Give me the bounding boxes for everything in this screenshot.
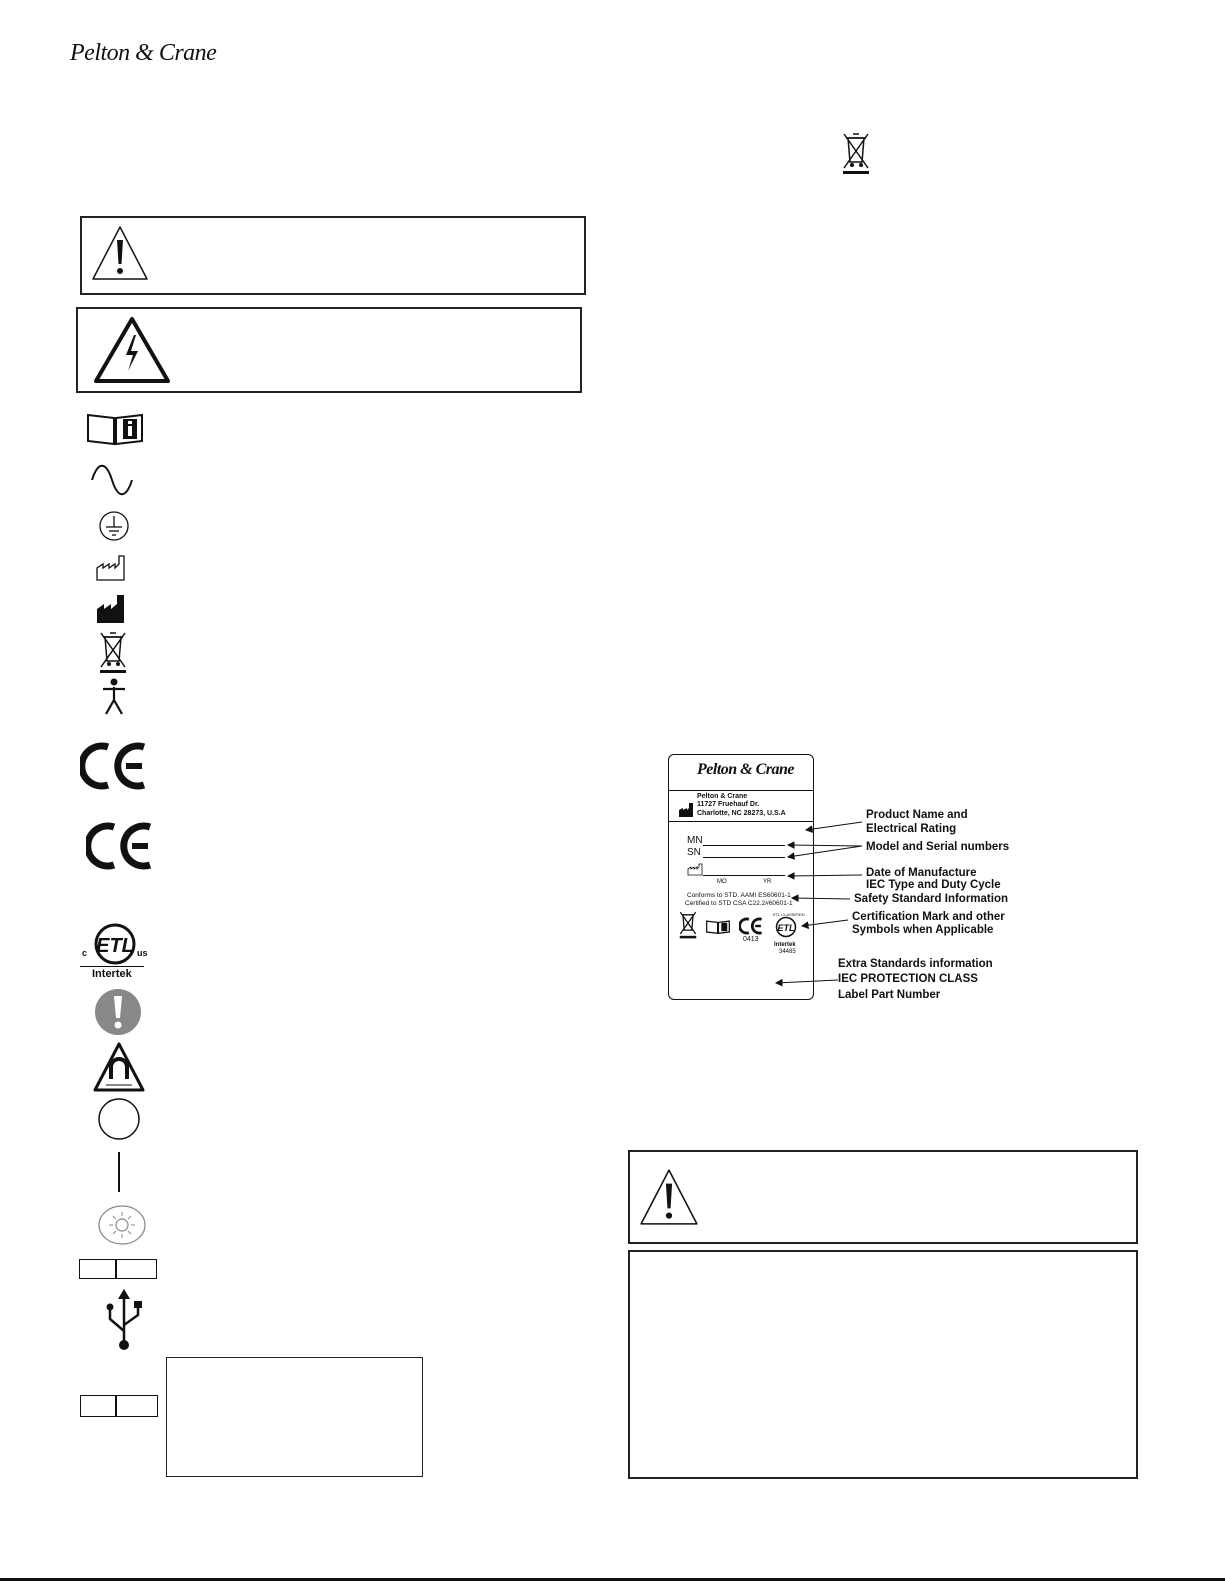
label-std1: Conforms to STD. AAMI ES60601-1: [687, 892, 791, 899]
label-intertek: Intertek: [774, 942, 796, 948]
callout-electrical-rating: Electrical Rating: [866, 823, 957, 835]
label-etl-classified: ETL CLASSIFIED: [773, 912, 805, 917]
label-city: Charlotte, NC 28273, U.S.A: [697, 810, 786, 817]
callout-date-mfg: Date of Manufacture: [866, 867, 977, 879]
header-logo: Pelton & Crane: [70, 40, 217, 66]
label-mn: MN: [687, 835, 703, 846]
callout-iec-class: IEC PROTECTION CLASS: [838, 973, 978, 985]
info-box-right: [628, 1250, 1138, 1479]
label-street: 11727 Fruehauf Dr.: [697, 801, 760, 808]
label-company: Pelton & Crane: [697, 793, 748, 800]
label-etl-number: 34485: [779, 949, 796, 955]
svg-text:ETL: ETL: [96, 935, 134, 957]
label-logo: Pelton & Crane: [697, 761, 795, 778]
label-mo: MO: [717, 879, 727, 885]
page-bottom-rule: [0, 1578, 1225, 1581]
callout-symbols-app: Symbols when Applicable: [852, 924, 994, 936]
warning-triangle-icon: [638, 1166, 700, 1228]
label-ce-number: 0413: [743, 936, 759, 943]
warning-box-right: [628, 1150, 1138, 1244]
callout-model-serial: Model and Serial numbers: [866, 841, 1010, 853]
callout-cert-mark: Certification Mark and other: [852, 911, 1005, 923]
callout-safety-std: Safety Standard Information: [854, 893, 1008, 905]
etl-intertek: Intertek: [92, 968, 132, 980]
etl-c: c: [82, 948, 88, 958]
etl-us: us: [137, 948, 148, 958]
label-sn: SN: [687, 847, 701, 858]
callout-label-part: Label Part Number: [838, 989, 941, 1001]
callout-product-name: Product Name and: [866, 809, 968, 821]
label-std2: Certified to STD CSA C22.2#60601-1: [685, 900, 793, 907]
svg-text:ETL: ETL: [777, 923, 795, 933]
label-yr: YR: [763, 879, 772, 885]
callout-extra-std: Extra Standards information: [838, 958, 993, 970]
callout-iec-type: IEC Type and Duty Cycle: [866, 879, 1001, 891]
